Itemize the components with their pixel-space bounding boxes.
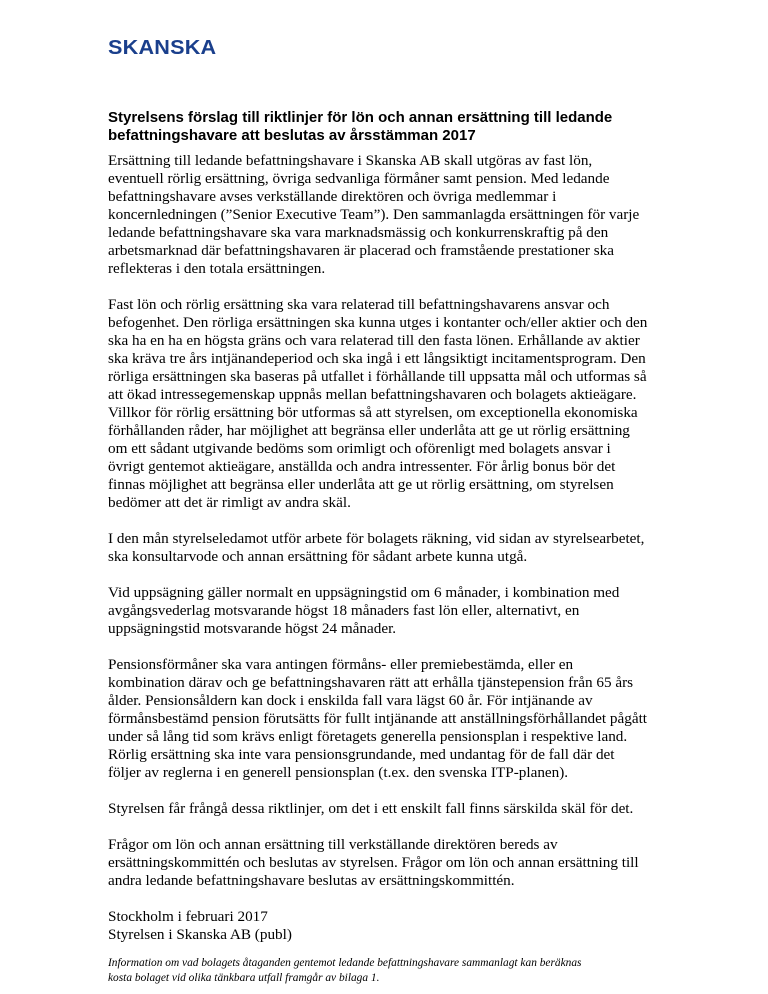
footnote-line: Information om vad bolagets åtaganden gentemot ledande befattningshavare sammanlagt kan beräknas (108, 957, 582, 969)
body-paragraph (108, 152, 668, 278)
body-paragraph (108, 584, 668, 638)
document-title (108, 109, 668, 145)
body-paragraph (108, 530, 668, 566)
text-line: ska kräva tre års intjänandeperiod och ska ingå i ett långsiktigt incitamentsprogram. Den (108, 350, 646, 367)
text-line: att ökad intressegemenskap uppnås mellan befattningshavaren och bolagets aktieägare. (108, 386, 637, 403)
text-line: ersättningskommittén och beslutas av styrelsen. Frågor om lön och annan ersättning till (108, 854, 639, 871)
title-line: befattningshavare att beslutas av årsstämman 2017 (108, 127, 476, 144)
text-line: befogenhet. Den rörliga ersättningen ska kunna utges i kontanter och/eller aktier och den (108, 314, 648, 331)
text-line: förhållanden råder, har möjlighet att begränsa eller underlåta att ge ut rörlig ersättning (108, 422, 630, 439)
text-line: Villkor för rörlig ersättning bör utformas så att styrelsen, om exceptionella ekonomiska (108, 404, 638, 421)
text-line: andra ledande befattningshavare beslutas av ersättningskommittén. (108, 872, 515, 889)
text-line: befattningshavare avses verkställande direktören och övriga medlemmar i (108, 188, 557, 205)
text-line: Pensionsförmåner ska vara antingen förmåns- eller premiebestämda, eller en (108, 656, 574, 673)
signature-block (108, 908, 668, 944)
text-line: eventuell rörlig ersättning, övriga sedvanliga förmåner samt pension. Med ledande (108, 170, 610, 187)
footnote (108, 956, 668, 986)
text-line: under så lång tid som krävs enligt företagets generella pensionsplan i respektive land. (108, 728, 628, 745)
text-line: övrigt gentemot aktieägare, anställda och andra intressenter. För årlig bonus bör det (108, 458, 616, 475)
text-line: rörliga ersättningen ska baseras på utfallet i förhållande till uppsatta mål och utformas så (108, 368, 647, 385)
text-line: kombination därav och ge befattningshavaren rätt att erhålla tjänstepension från 65 års (108, 674, 634, 691)
document-body (108, 152, 668, 986)
text-line: avgångsvederlag motsvarande högst 18 månaders fast lön eller, alternativt, en (108, 602, 580, 619)
body-paragraph (108, 296, 668, 512)
text-line: ska ha en ha en högsta gräns och vara relaterad till den fasta lönen. Erhållande av aktier (108, 332, 640, 349)
skanska-logo: SKANSKA (108, 37, 217, 59)
body-paragraph (108, 836, 668, 890)
body-paragraph (108, 800, 668, 818)
text-line: I den mån styrelseledamot utför arbete för bolagets räkning, vid sidan av styrelsearbetet, (108, 530, 645, 547)
footnote-line: kosta bolaget vid olika tänkbara utfall framgår av bilaga 1. (108, 972, 380, 984)
text-line: finnas möjlighet att begränsa eller underlåta att ge ut rörlig ersättning, om styrelsen (108, 476, 614, 493)
text-line: om ett sådant utgivande bedöms som orimligt och oförenligt med bolagets ansvar i (108, 440, 611, 457)
text-line: reflekteras i den totala ersättningen. (108, 260, 326, 277)
text-line: Styrelsen får frångå dessa riktlinjer, om det i ett enskilt fall finns särskilda skäl för det. (108, 800, 634, 817)
text-line: Styrelsen i Skanska AB (publ) (108, 926, 292, 943)
text-line: följer av reglerna i en generell pensionsplan (t.ex. den svenska ITP-planen). (108, 764, 569, 781)
text-line: förmånsbestämd pension förutsätts för fullt intjänande att anställningsförhållandet pågått (108, 710, 648, 727)
text-line: Vid uppsägning gäller normalt en uppsägningstid om 6 månader, i kombination med (108, 584, 620, 601)
text-line: Fast lön och rörlig ersättning ska vara relaterad till befattningshavarens ansvar och (108, 296, 610, 313)
text-line: Ersättning till ledande befattningshavare i Skanska AB skall utgöras av fast lön, (108, 152, 593, 169)
text-line: uppsägningstid motsvarande högst 24 månader. (108, 620, 397, 637)
title-line: Styrelsens förslag till riktlinjer för lön och annan ersättning till ledande (108, 109, 613, 126)
text-line: arbetsmarknad där befattningshavaren är placerad och framstående prestationer ska (108, 242, 615, 259)
text-line: ledande befattningshavare ska vara marknadsmässig och konkurrenskraftig på den (108, 224, 609, 241)
text-line: ska konsultarvode och annan ersättning för sådant arbete kunna utgå. (108, 548, 528, 565)
text-line: Rörlig ersättning ska inte vara pensionsgrundande, med undantag för de fall där det (108, 746, 615, 763)
text-line: Stockholm i februari 2017 (108, 908, 268, 925)
text-line: Frågor om lön och annan ersättning till verkställande direktören bereds av (108, 836, 558, 853)
text-line: koncernledningen (”Senior Executive Team”). Den sammanlagda ersättningen för varje (108, 206, 640, 223)
body-paragraph (108, 656, 668, 782)
text-line: ålder. Pensionsåldern kan dock i enskilda fall vara lägst 60 år. För intjänande av (108, 692, 593, 709)
text-line: bedömer att det är rimligt av andra skäl. (108, 494, 351, 511)
